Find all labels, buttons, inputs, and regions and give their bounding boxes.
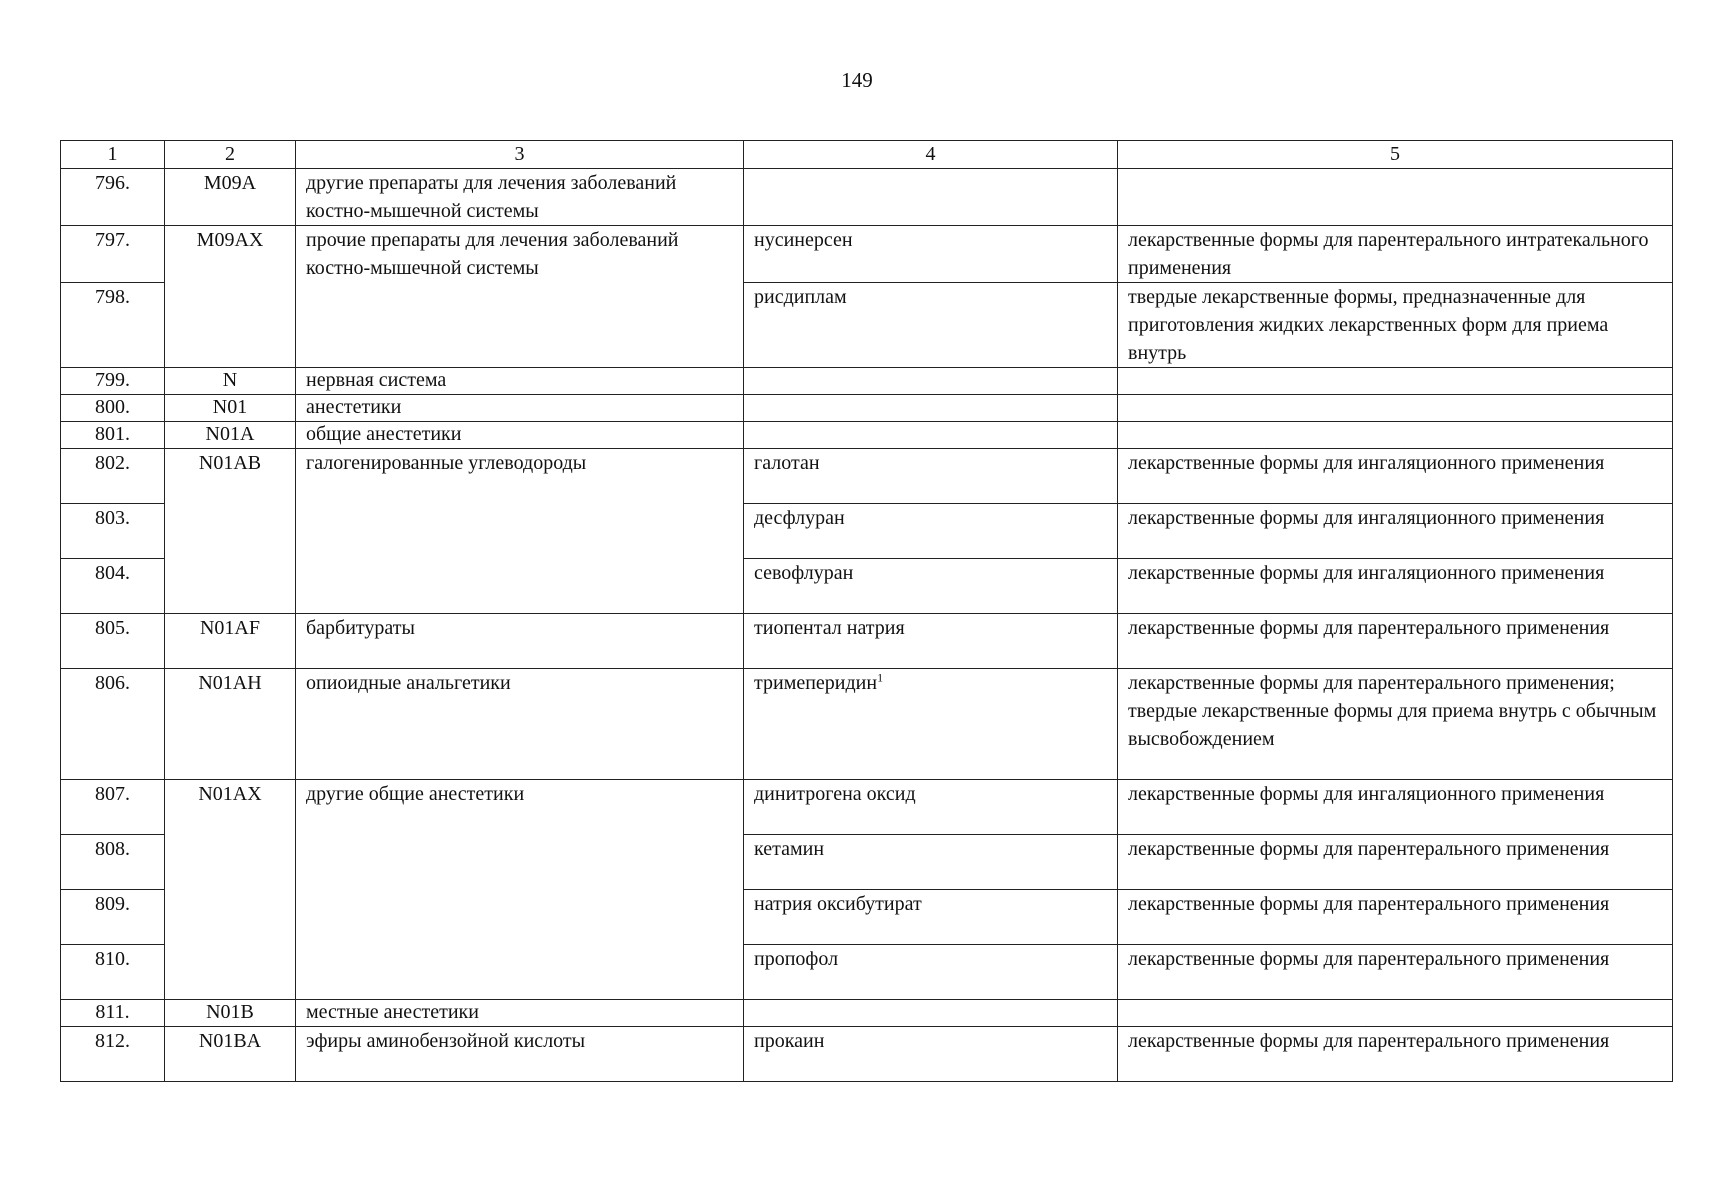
atc-group: общие анестетики [296, 422, 744, 449]
row-number: 804. [61, 559, 165, 614]
table-row [61, 368, 1673, 395]
column-header: 3 [296, 141, 744, 169]
atc-group: барбитураты [296, 614, 744, 669]
column-header: 2 [165, 141, 296, 169]
dosage-form-cell [1118, 669, 1673, 780]
table-row [61, 169, 1673, 226]
drug-name: десфлуран [744, 504, 1118, 559]
dosage-form: лекарственные формы для ингаляционного применения [1118, 559, 1673, 614]
row-number: 805. [61, 614, 165, 669]
atc-code: N01 [165, 395, 296, 422]
column-header: 4 [744, 141, 1118, 169]
atc-code: N01AF [165, 614, 296, 669]
dosage-form: твердые лекарственные формы для приема внутрь с обычным высвобождением [1128, 700, 1657, 750]
row-number: 806. [61, 669, 165, 780]
atc-code: N01A [165, 422, 296, 449]
atc-code: M09AX [165, 226, 296, 368]
table-row [61, 614, 1673, 669]
row-number: 803. [61, 504, 165, 559]
atc-group: анестетики [296, 395, 744, 422]
table-row [61, 449, 1673, 504]
dosage-form: лекарственные формы для ингаляционного применения [1118, 504, 1673, 559]
row-number: 810. [61, 945, 165, 1000]
drug-name: рисдиплам [744, 283, 1118, 368]
table-header [61, 141, 1673, 169]
drug-table [60, 140, 1673, 1082]
dosage-form: твердые лекарственные формы, предназначенные для приготовления жидких лекарственных форм для приема внутрь [1118, 283, 1673, 368]
drug-name: тримеперидин [754, 672, 878, 694]
atc-group: нервная система [296, 368, 744, 395]
dosage-form: лекарственные формы для парентерального применения [1118, 890, 1673, 945]
atc-code: N [165, 368, 296, 395]
table-row [61, 395, 1673, 422]
drug-name: пропофол [744, 945, 1118, 1000]
footnote-marker: 1 [877, 670, 884, 685]
atc-code: M09A [165, 169, 296, 226]
table-body [61, 169, 1673, 1082]
row-number: 809. [61, 890, 165, 945]
drug-name: севофлуран [744, 559, 1118, 614]
atc-group: эфиры аминобензойной кислоты [296, 1027, 744, 1082]
atc-code: N01AX [165, 780, 296, 1000]
dosage-form: лекарственные формы для парентерального применения [1118, 1027, 1673, 1082]
atc-code: N01AB [165, 449, 296, 614]
drug-name [744, 422, 1118, 449]
drug-name: нусинерсен [744, 226, 1118, 283]
drug-name [744, 368, 1118, 395]
row-number: 802. [61, 449, 165, 504]
dosage-form: лекарственные формы для парентерального применения [1118, 945, 1673, 1000]
dosage-form: лекарственные формы для парентерального применения [1118, 614, 1673, 669]
dosage-form [1118, 395, 1673, 422]
column-header: 1 [61, 141, 165, 169]
page-number: 149 [841, 68, 873, 92]
dosage-form [1118, 422, 1673, 449]
row-number: 811. [61, 1000, 165, 1027]
table-row [61, 669, 1673, 780]
drug-name: кетамин [744, 835, 1118, 890]
row-number: 796. [61, 169, 165, 226]
dosage-form [1118, 1000, 1673, 1027]
dosage-form [1118, 169, 1673, 226]
drug-name-cell [744, 669, 1118, 780]
dosage-form: лекарственные формы для парентерального применения [1118, 835, 1673, 890]
atc-code: N01B [165, 1000, 296, 1027]
atc-group: другие общие анестетики [296, 780, 744, 1000]
atc-group: опиоидные анальгетики [296, 669, 744, 780]
table-row [61, 780, 1673, 835]
drug-name [744, 395, 1118, 422]
column-header: 5 [1118, 141, 1673, 169]
dosage-form: лекарственные формы для парентерального интратекального применения [1118, 226, 1673, 283]
table-row [61, 422, 1673, 449]
drug-name: галотан [744, 449, 1118, 504]
dosage-form [1118, 368, 1673, 395]
atc-code: N01BA [165, 1027, 296, 1082]
table-row [61, 226, 1673, 283]
dosage-form: лекарственные формы для ингаляционного применения [1118, 780, 1673, 835]
header-row [61, 141, 1673, 169]
row-number: 798. [61, 283, 165, 368]
row-number: 797. [61, 226, 165, 283]
drug-name: динитрогена оксид [744, 780, 1118, 835]
dosage-form: лекарственные формы для ингаляционного применения [1118, 449, 1673, 504]
row-number: 808. [61, 835, 165, 890]
row-number: 799. [61, 368, 165, 395]
atc-code: N01AH [165, 669, 296, 780]
table-row [61, 1000, 1673, 1027]
row-number: 801. [61, 422, 165, 449]
drug-name: тиопентал натрия [744, 614, 1118, 669]
drug-name: натрия оксибутират [744, 890, 1118, 945]
dosage-form: лекарственные формы для парентерального применения; [1128, 672, 1615, 694]
drug-name [744, 1000, 1118, 1027]
row-number: 812. [61, 1027, 165, 1082]
table-row [61, 1027, 1673, 1082]
atc-group: галогенированные углеводороды [296, 449, 744, 614]
row-number: 807. [61, 780, 165, 835]
row-number: 800. [61, 395, 165, 422]
atc-group: местные анестетики [296, 1000, 744, 1027]
atc-group: прочие препараты для лечения заболеваний костно-мышечной системы [296, 226, 744, 368]
drug-name [744, 169, 1118, 226]
atc-group: другие препараты для лечения заболеваний костно-мышечной системы [296, 169, 744, 226]
drug-name: прокаин [744, 1027, 1118, 1082]
